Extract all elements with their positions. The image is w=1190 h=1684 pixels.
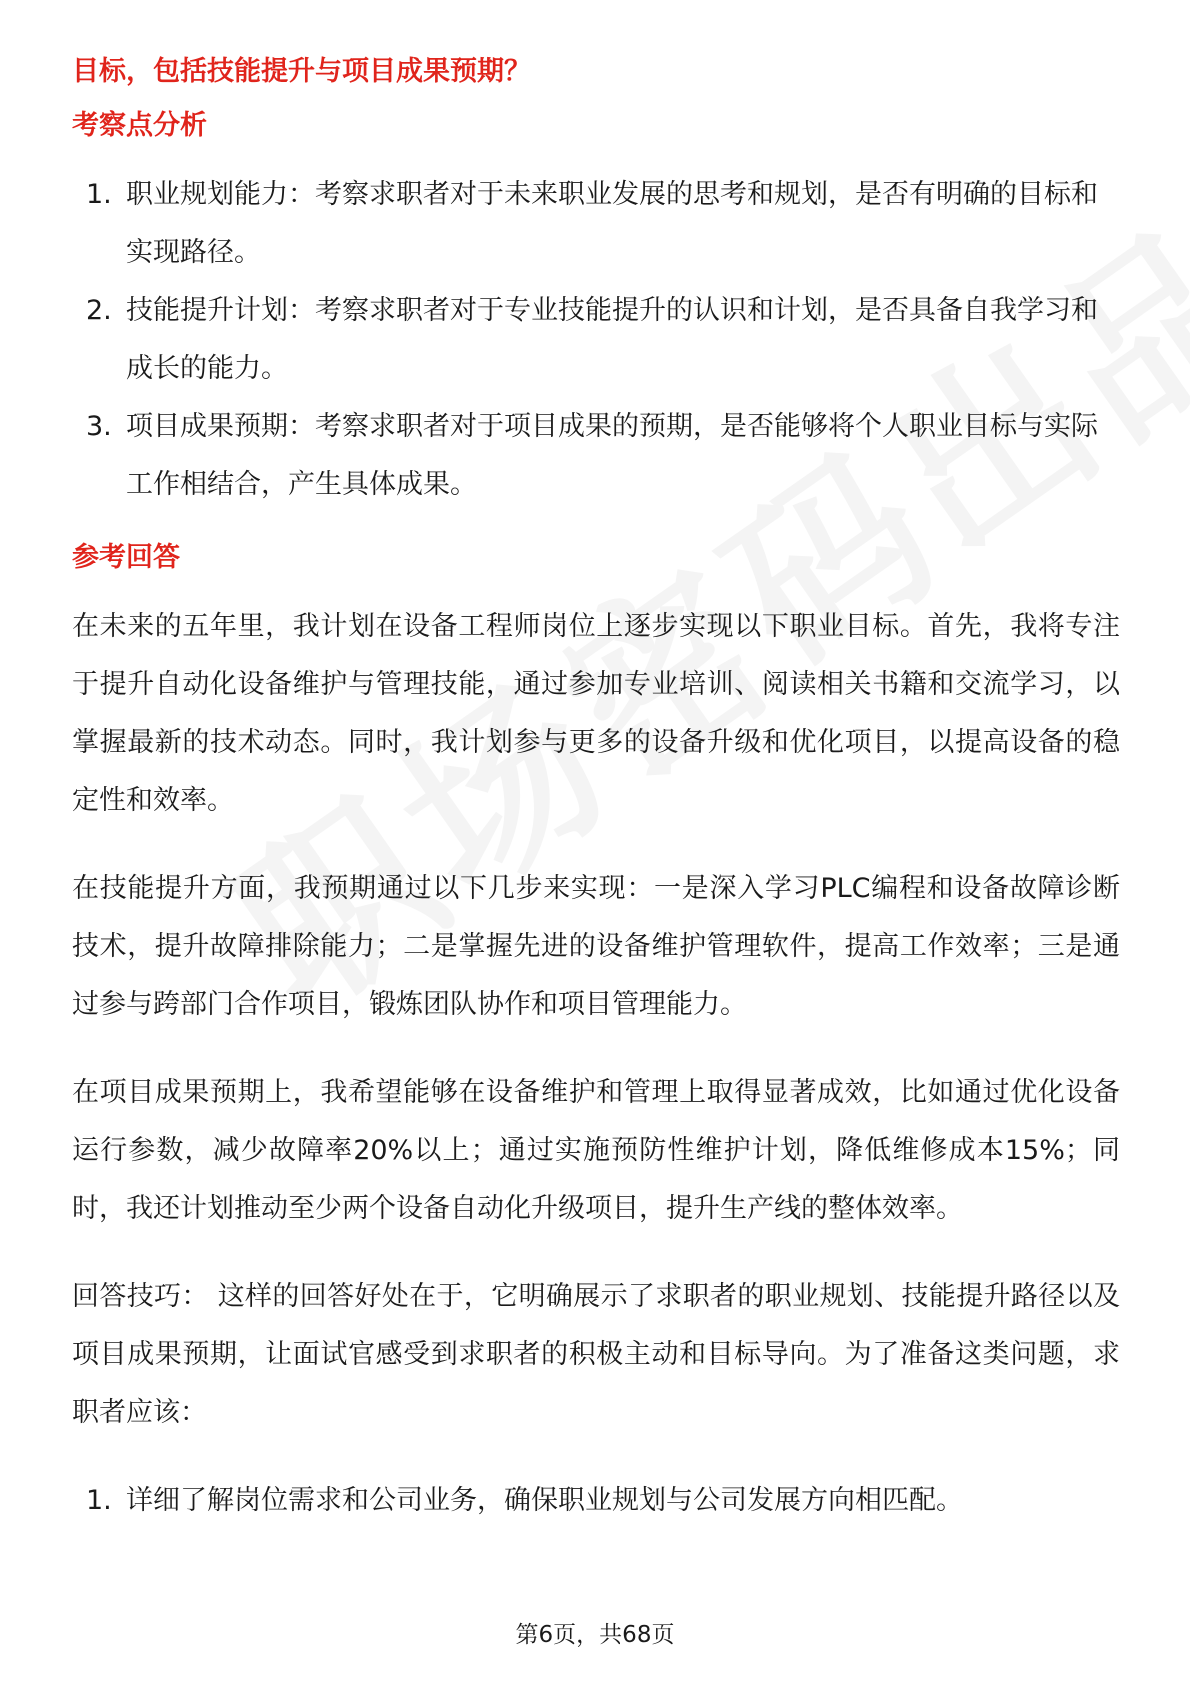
answer-paragraph: 在未来的五年里，我计划在设备工程师岗位上逐步实现以下职业目标。首先，我将专注于提升自动化设备维护与管理技能，通过参加专业培训、阅读相关书籍和交流学习，以掌握最新的技术动态。同时，我计划参与更多的设备升级和优化项目，以提高设备的稳定性和效率。 [72, 611, 1120, 816]
list-item-number: 2. [86, 295, 112, 326]
page-content [72, 52, 1120, 1530]
list-item-text: 职业规划能力：考察求职者对于未来职业发展的思考和规划，是否有明确的目标和实现路径。 [126, 179, 1098, 268]
answer-tips-paragraph: 回答技巧： 这样的回答好处在于，它明确展示了求职者的职业规划、技能提升路径以及项目成果预期，让面试官感受到求职者的积极主动和目标导向。为了准备这类问题，求职者应该： [72, 1281, 1120, 1428]
question-title-continued: 目标，包括技能提升与项目成果预期？ [72, 56, 531, 87]
list-item [72, 166, 1120, 282]
tips-list [72, 1472, 1120, 1530]
analysis-heading: 考察点分析 [72, 110, 207, 141]
answer-paragraph: 在项目成果预期上，我希望能够在设备维护和管理上取得显著成效，比如通过优化设备运行参数，减少故障率20%以上；通过实施预防性维护计划，降低维修成本15%；同时，我还计划推动至少两个设备自动化升级项目，提升生产线的整体效率。 [72, 1077, 1120, 1224]
list-item-text: 技能提升计划：考察求职者对于专业技能提升的认识和计划，是否具备自我学习和成长的能力。 [126, 295, 1098, 384]
list-item-number: 1. [86, 179, 112, 210]
list-item [72, 398, 1120, 514]
list-item-text: 详细了解岗位需求和公司业务，确保职业规划与公司发展方向相匹配。 [126, 1485, 963, 1516]
list-item-number: 1. [86, 1485, 112, 1516]
answer-heading: 参考回答 [72, 542, 180, 573]
analysis-list [72, 166, 1120, 514]
list-item [72, 282, 1120, 398]
list-item-text: 项目成果预期：考察求职者对于项目成果的预期，是否能够将个人职业目标与实际工作相结合，产生具体成果。 [126, 411, 1098, 500]
list-item-number: 3. [86, 411, 112, 442]
answer-paragraph: 在技能提升方面，我预期通过以下几步来实现：一是深入学习PLC编程和设备故障诊断技术，提升故障排除能力；二是掌握先进的设备维护管理软件，提高工作效率；三是通过参与跨部门合作项目，锻炼团队协作和项目管理能力。 [72, 873, 1120, 1020]
page-number-footer: 第6页，共68页 [515, 1622, 675, 1648]
list-item [72, 1472, 1120, 1530]
